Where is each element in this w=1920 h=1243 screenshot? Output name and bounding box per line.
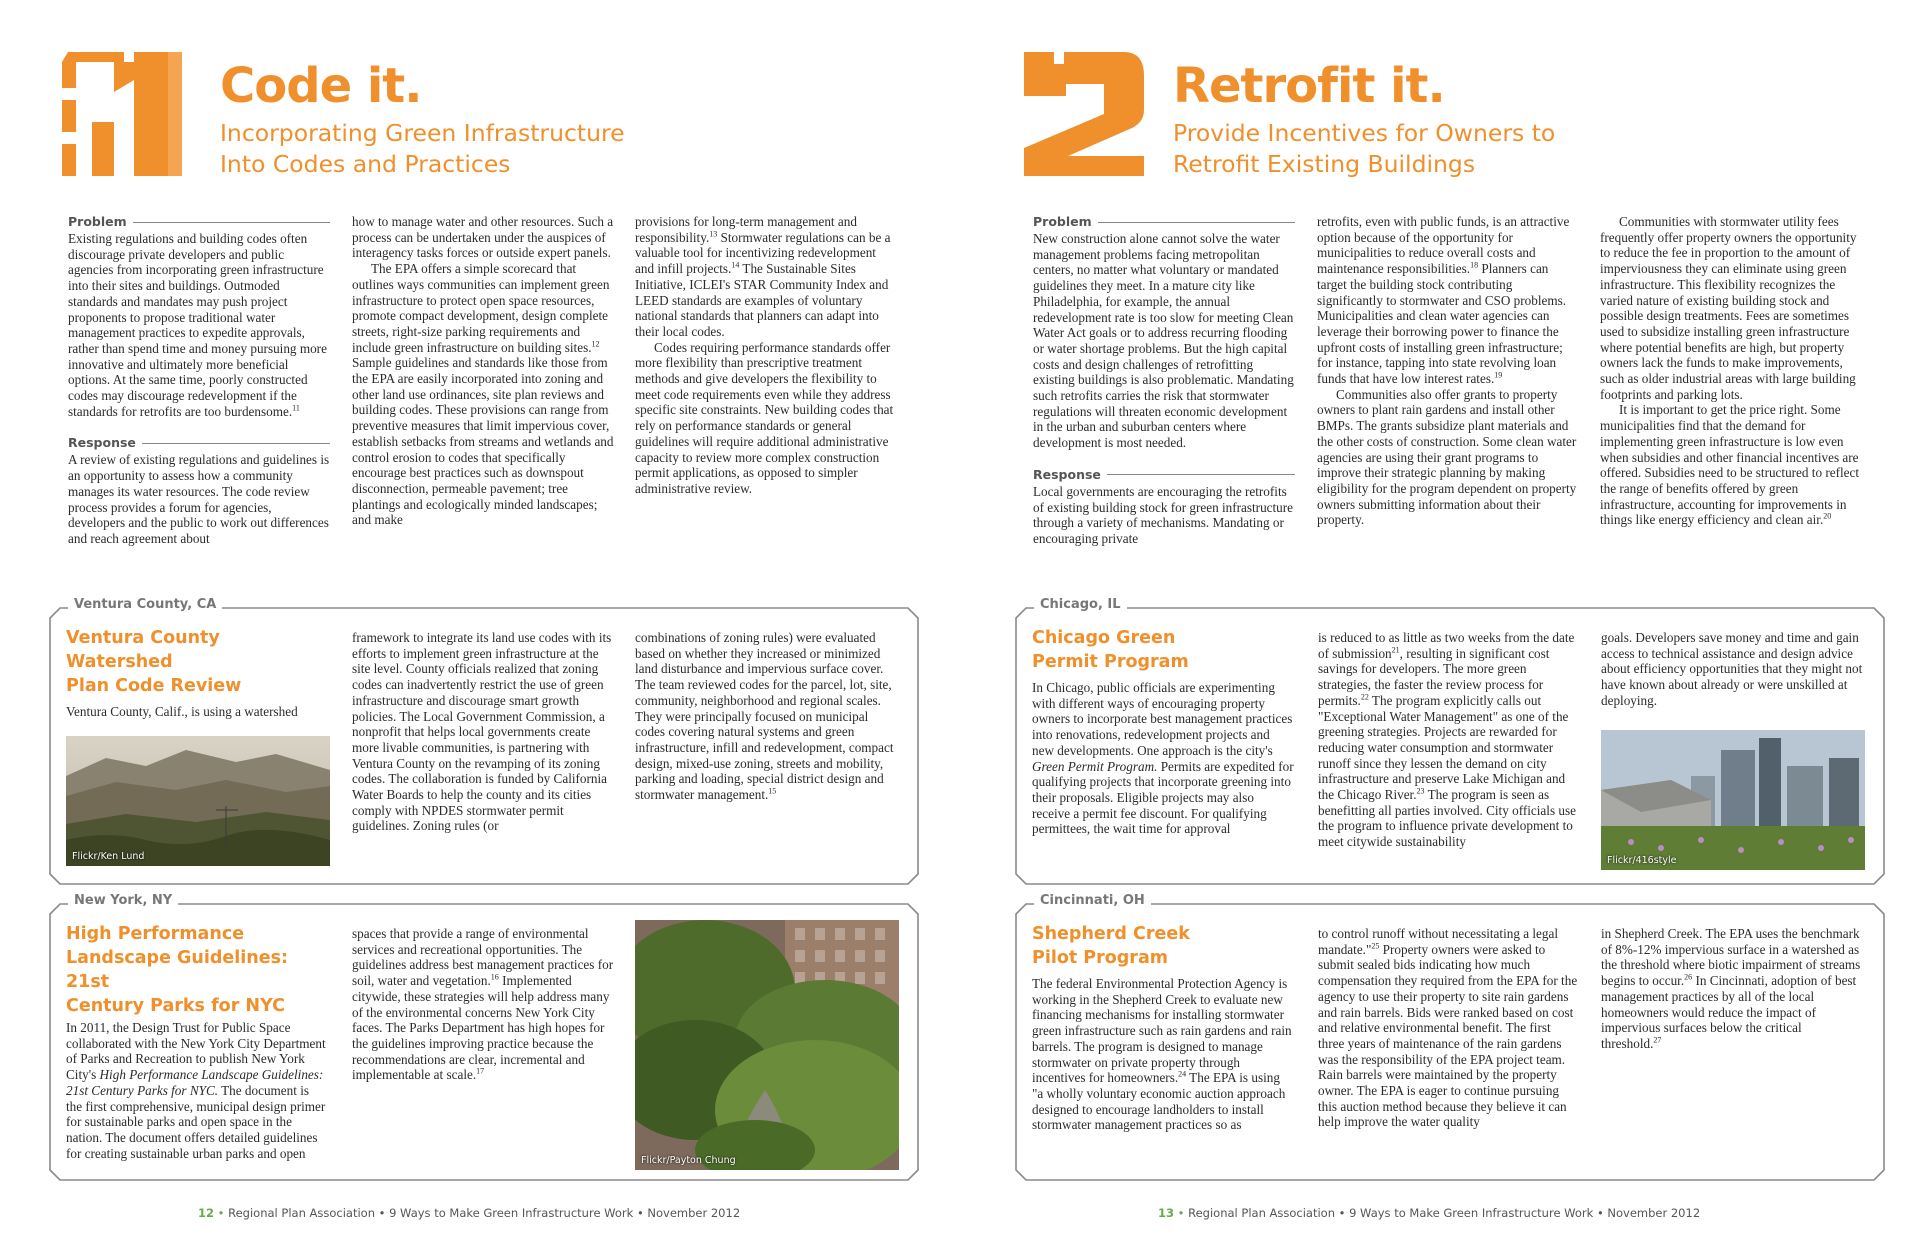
location-tag: Chicago, IL <box>1034 596 1127 614</box>
case-study-box-nyc <box>48 893 916 1178</box>
paragraph: Ventura County, Calif., is using a watershed <box>66 704 298 719</box>
case-column-1 <box>1032 626 1294 837</box>
section-title: Retrofit it. <box>1173 58 1445 114</box>
footer-text: Regional Plan Association • 9 Ways to Make Green Infrastructure Work • November 2012 <box>228 1206 741 1220</box>
page-footer: 13 • Regional Plan Association • 9 Ways to Make Green Infrastructure Work • November 2012 <box>1158 1206 1701 1220</box>
subtitle-line: Retrofit Existing Buildings <box>1173 150 1476 178</box>
case-column-1 <box>1032 922 1294 1133</box>
case-study-box-ventura <box>48 597 916 882</box>
response-label: Response <box>1033 467 1295 483</box>
case-column-2 <box>1318 926 1580 1130</box>
paragraph: In 2011, the Design Trust for Public Space collaborated with the New York City Department of Parks and Recreation to publish New York City's High Performance Landscape Guidelines: 21st Century Parks for NYC. The document is the first comprehensive, municipal design primer for sustainable parks and open space in the nation. The document offers detailed guidelines for creating sustainable urban parks and open <box>66 1020 326 1161</box>
subtitle-line: Into Codes and Practices <box>220 150 511 178</box>
response-text: Local governments are encouraging the retrofits of existing building stock for green infrastructure through a variety of mechanisms. Mandating or encouraging private <box>1033 483 1294 546</box>
case-column-3 <box>635 630 897 803</box>
photo-credit: Flickr/Payton Chung <box>641 1155 736 1166</box>
photo-credit: Flickr/Ken Lund <box>72 851 145 862</box>
paragraph: Codes requiring performance standards offer more flexibility than prescriptive treatment methods and give developers the flexibility to meet code requirements even while they address specific site constraints. New building codes that rely on performance standards or general guidelines will require additional administrative capacity to review more complex construction permit applications, as opposed to simpler administrative review. <box>635 339 894 496</box>
right-page <box>960 0 1920 1243</box>
footer-text: Regional Plan Association • 9 Ways to Make Green Infrastructure Work • November 2012 <box>1188 1206 1701 1220</box>
page-number: 12 <box>198 1206 215 1220</box>
paragraph: combinations of zoning rules) were evaluated based on whether they increased or minimized land disturbance and impervious surface cover. The team reviewed codes for the parcel, lot, site, community, neighborhood and regional scales. They were principally focused on municipal codes covering natural systems and green infrastructure, infill and redevelopment, compact design, mixed-use zoning, streets and mobility, parking and loading, special district design and stormwater management.$^{15}$ <box>635 630 894 803</box>
page-footer: 12 • Regional Plan Association • 9 Ways to Make Green Infrastructure Work • November 2012 <box>198 1206 741 1220</box>
problem-label: Problem <box>68 214 330 230</box>
problem-text: New construction alone cannot solve the water management problems facing metropolitan centers, no matter what voluntary or mandated guidelines they meet. In a mature city like Philadelphia, for example, the annual redevelopment rate is too slow for meeting Clean Water Act goals or to address recurring flooding or water shortage problems. But the high capital costs and design challenges of retrofitting existing buildings is also problematic. Mandating such retrofits carries the risk that stormwater regulations will threaten economic development in the urban and suburban centers where development is most needed. <box>1033 231 1294 451</box>
section-number-1 <box>62 52 182 176</box>
paragraph: how to manage water and other resources. Such a process can be undertaken under the auspices of interagency tasks forces or outside expert panels. <box>352 214 614 261</box>
paragraph: In Chicago, public officials are experimenting with different ways of encouraging property owners to incorporate best management practices into renovations, redevelopment projects and new developments. One approach is the city's Green Permit Program. Permits are expedited for qualifying projects that incorporate greening into their proposals. Eligible projects may also receive a permit fee discount. For qualifying permittees, the wait time for approval <box>1032 680 1294 837</box>
paragraph: goals. Developers save money and time and gain access to technical assistance and design advice about efficiency opportunities that they might not have known about already or were unskilled at deploying. <box>1601 630 1863 708</box>
text-column-1 <box>1033 214 1295 547</box>
section-subtitle <box>220 118 625 180</box>
location-tag: Cincinnati, OH <box>1034 892 1151 910</box>
paragraph: is reduced to as little as two weeks from the date of submission$^{21}$, resulting in significant cost savings for developers. The more green strategies, the faster the review process for permits.$^{22}$ The program explicitly calls out "Exceptional Water Management" as one of the greening strategies. Projects are rewarded for reducing water consumption and stormwater runoff since they lessen the demand on city infrastructure and preserve Lake Michigan and the Chicago River.$^{23}$ The program is seen as benefitting all parties involved. City officials use the program to influence private development to meet citywide sustainability <box>1318 630 1576 850</box>
photo-ventura-hills <box>66 736 330 866</box>
case-title: Chicago Green Permit Program <box>1032 628 1189 672</box>
photo-chicago-green-roof <box>1601 730 1865 870</box>
location-tag: Ventura County, CA <box>68 596 222 614</box>
photo-nyc-garden <box>635 920 899 1170</box>
paragraph: It is important to get the price right. Some municipalities find that the demand for implementing green infrastructure is low even when subsidies and other financial incentives are offered. Subsidies need to be structured to reflect the range of benefits offered by green infrastructure, accounting for improvements in things like energy efficiency and clean air.$^{20}$ <box>1600 402 1860 528</box>
paragraph: The EPA offers a simple scorecard that outlines ways communities can implement green infrastructure to protect open space resources, promote compact development, design complete streets, right-size parking requirements and include green infrastructure on building sites.$^{12}$ Sample guidelines and standards like those from the EPA are easily incorporated into zoning and other land use ordinances, site plan reviews and building codes. These provisions can range from preventive measures that limit impervious cover, establish setbacks from streams and wetlands and control erosion to codes that specifically encourage best practices such as downspout disconnection, permeable pavement; tree plantings and ecologically minded landscapes; and make <box>352 261 614 528</box>
case-title: Ventura County Watershed Plan Code Review <box>66 628 242 696</box>
subtitle-line: Incorporating Green Infrastructure <box>220 119 625 147</box>
case-title: High Performance Landscape Guidelines: 21st Century Parks for NYC <box>66 924 288 1016</box>
subtitle-line: Provide Incentives for Owners to <box>1173 119 1556 147</box>
text-column-2 <box>352 214 614 528</box>
paragraph: The federal Environmental Protection Agency is working in the Shepherd Creek to evaluate new financing mechanisms for installing stormwater green infrastructure such as rain gardens and rain barrels. The program is designed to manage stormwater on private property through incentives for homeowners.$^{24}$ The EPA is using "a wholly voluntary economic auction approach designed to encourage landholders to install stormwater management practices so as <box>1032 976 1292 1133</box>
text-column-1 <box>68 214 330 547</box>
section-subtitle <box>1173 118 1555 180</box>
case-column-3 <box>1601 630 1863 709</box>
case-column-3 <box>1601 926 1863 1052</box>
paragraph: spaces that provide a range of environmental services and recreational opportunities. The guidelines address best management practices for soil, water and vegetation.$^{16}$ Implemented citywide, these strategies will help address many of the environmental concerns New York City faces. The Parks Department has high hopes for the guidelines improving practice because the recommendations are clear, incremental and implementable at scale.$^{17}$ <box>352 926 614 1083</box>
response-text: A review of existing regulations and guidelines is an opportunity to assess how a community manages its water resources. The code review process provides a forum for agencies, developers and the public to work out differences and reach agreement about <box>68 452 330 546</box>
case-column-1 <box>66 922 328 1161</box>
paragraph: retrofits, even with public funds, is an attractive option because of the opportunity for municipalities to reduce overall costs and maintenance responsibilities.$^{18}$ Planners can target the building stock contributing significantly to stormwater and CSO problems. Municipalities and clean water agencies can leverage their borrowing power to finance the upfront costs of installing green infrastructure; for instance, tapping into state revolving loan funds that have low interest rates.$^{19}$ <box>1317 214 1570 387</box>
case-column-2 <box>352 926 614 1083</box>
section-title: Code it. <box>220 58 422 114</box>
case-column-1 <box>66 626 328 720</box>
paragraph: Communities also offer grants to property owners to plant rain gardens and install other BMPs. The grants subsidize plant materials and the other costs of construction. Some clean water agencies are using their grant programs to improve their strategic planning by making eligibility for the program dependent on property owners submitting information about their property. <box>1317 386 1577 528</box>
photo-credit: Flickr/416style <box>1607 855 1677 866</box>
paragraph: framework to integrate its land use codes with its efforts to implement green infrastructure at the site level. County officials realized that zoning codes can inadvertently restrict the use of green infrastructure and discourage smart growth policies. The Local Government Commission, a nonprofit that helps local governments create more livable communities, is partnering with Ventura County on the revamping of its zoning codes. The collaboration is funded by California Water Boards to help the county and its cities comply with NPDES stormwater permit guidelines. Zoning rules (or <box>352 630 612 834</box>
paragraph: provisions for long-term management and responsibility.$^{13}$ Stormwater regulations can be a valuable tool for incentivizing redevelopment and infill projects.$^{14}$ The Sustainable Sites Initiative, ICLEI's STAR Community Index and LEED standards are examples of voluntary national standards that planners can adapt into their local codes. <box>635 214 891 339</box>
case-title: Shepherd Creek Pilot Program <box>1032 924 1190 968</box>
response-label: Response <box>68 435 330 451</box>
text-column-3 <box>1600 214 1862 528</box>
section-number-2 <box>1024 52 1144 176</box>
text-column-3 <box>635 214 897 497</box>
text-column-2 <box>1317 214 1579 528</box>
paragraph: in Shepherd Creek. The EPA uses the benchmark of 8%-12% impervious surface in a watershed as the threshold where biotic impairment of streams begins to occur.$^{26}$ In Cincinnati, adoption of best management practices by all of the local homeowners would reduce the impact of impervious surfaces below the critical threshold.$^{27}$ <box>1601 926 1861 1051</box>
problem-label: Problem <box>1033 214 1295 230</box>
location-tag: New York, NY <box>68 892 178 910</box>
case-study-box-chicago <box>1014 597 1882 882</box>
case-column-2 <box>352 630 614 834</box>
paragraph: to control runoff without necessitating a legal mandate."$^{25}$ Property owners were asked to submit sealed bids indicating how much compensation they required from the EPA for the agency to use their property to site rain gardens and rain barrels. Bids were ranked based on cost and relative environmental benefit. The first three years of maintenance of the rain gardens was the responsibility of the EPA project team. Rain barrels were maintained by the property owner. The EPA is eager to continue pursuing this auction method because they believe it can help improve the water quality <box>1318 926 1578 1130</box>
page-number: 13 <box>1158 1206 1175 1220</box>
paragraph: Communities with stormwater utility fees frequently offer property owners the opportunity to reduce the fee in proportion to the amount of imperviousness they can eliminate using green infrastructure. This flexibility recognizes the varied nature of existing building stock and possible design treatments. Fees are sometimes used to subsidize installing green infrastructure where potential benefits are high, but property owners lack the funds to make improvements, such as older industrial areas with large building footprints and parking lots. <box>1600 214 1857 402</box>
case-study-box-cincinnati <box>1014 893 1882 1178</box>
case-column-2 <box>1318 630 1580 850</box>
problem-text: Existing regulations and building codes often discourage private developers and public agencies from incorporating green infrastructure into their sites and buildings. Outmoded standards and mandates may push project proponents to propose traditional water management practices to expedite approvals, rather than spend time and money pursuing more innovative and ultimately more beneficial options. At the same time, poorly constructed codes may discourage redevelopment if the standards for retrofits are too burdensome.$^{11}$ <box>68 231 327 419</box>
